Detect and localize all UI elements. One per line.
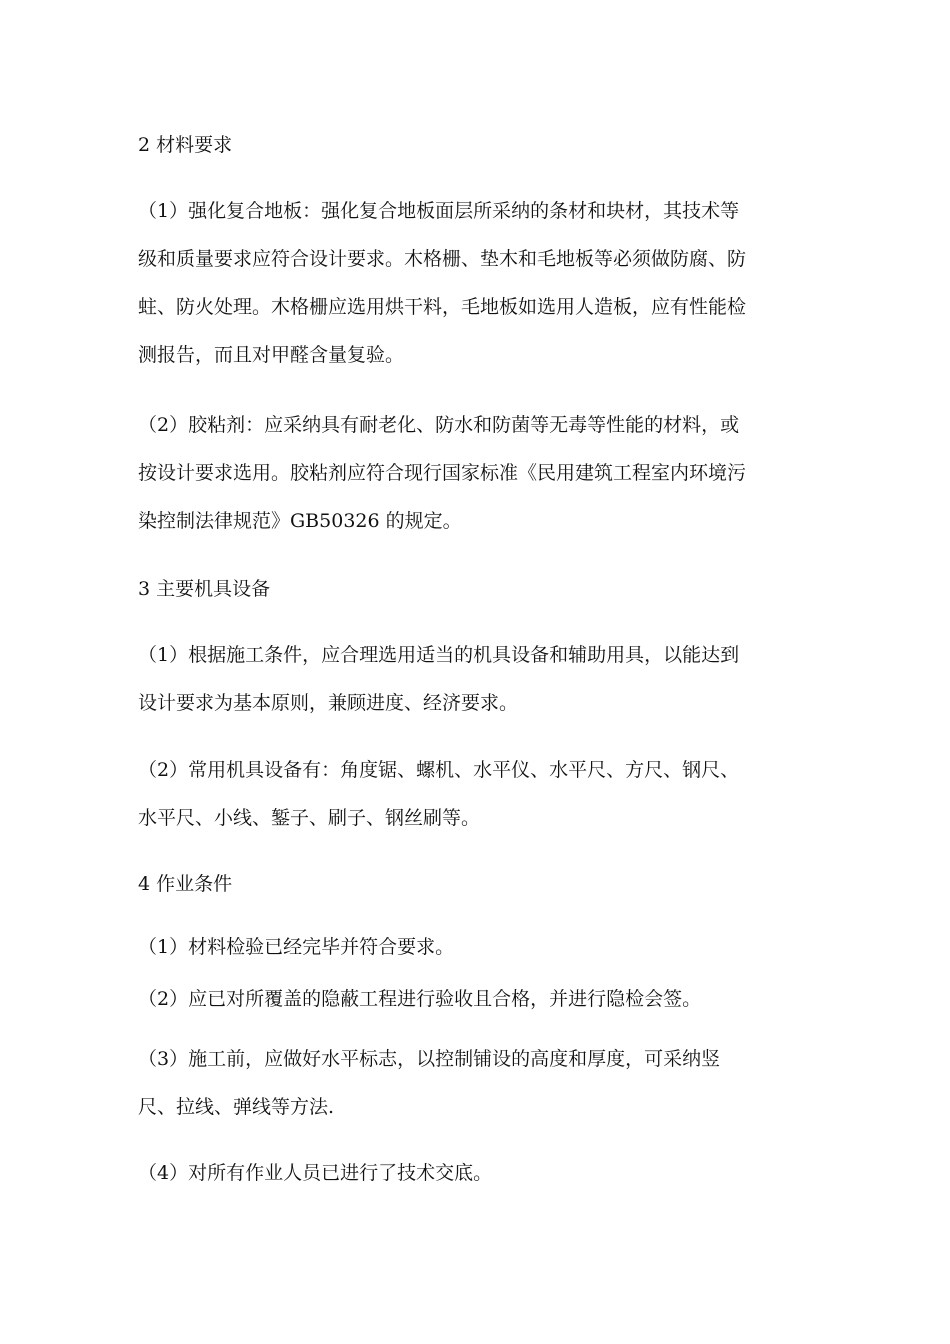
section-heading-materials	[138, 121, 826, 169]
paragraph-line: （4）对所有作业人员已进行了技术交底。	[138, 1162, 493, 1184]
paragraph-line: 水平尺、小线、錾子、刷子、钢丝刷等。	[138, 807, 481, 829]
paragraph-line: 级和质量要求应符合设计要求。木格栅、垫木和毛地板等必须做防腐、防	[138, 248, 747, 270]
paragraph-line: （2）常用机具设备有：角度锯、螺机、水平仪、水平尺、方尺、钢尺、	[138, 759, 740, 781]
paragraph-material-inspection	[138, 923, 826, 971]
heading-text: 2 材料要求	[138, 134, 233, 156]
paragraph-line: （3）施工前，应做好水平标志，以控制铺设的高度和厚度，可采纳竖	[138, 1048, 721, 1070]
paragraph-concealed-works	[138, 975, 826, 1023]
paragraph-line: （2）应已对所覆盖的隐蔽工程进行验收且合格，并进行隐检会签。	[138, 988, 702, 1010]
paragraph-line: 设计要求为基本原则，兼顾进度、经济要求。	[138, 692, 519, 714]
paragraph-laminate-flooring	[138, 187, 826, 379]
paragraph-line: 染控制法律规范》GB50326 的规定。	[138, 510, 462, 532]
paragraph-line: 尺、拉线、弹线等方法.	[138, 1096, 335, 1118]
heading-text: 4 作业条件	[138, 873, 233, 895]
paragraph-line: 测报告，而且对甲醛含量复验。	[138, 344, 405, 366]
paragraph-line: 蛀、防火处理。木格栅应选用烘干料，毛地板如选用人造板，应有性能检	[138, 296, 747, 318]
paragraph-line: （1）根据施工条件，应合理选用适当的机具设备和辅助用具，以能达到	[138, 644, 740, 666]
paragraph-line: （2）胶粘剂：应采纳具有耐老化、防水和防菌等无毒等性能的材料，或	[138, 414, 740, 436]
section-heading-equipment	[138, 565, 826, 613]
paragraph-line: （1）材料检验已经完毕并符合要求。	[138, 936, 455, 958]
paragraph-technical-briefing	[138, 1149, 826, 1197]
paragraph-common-tools	[138, 746, 826, 842]
paragraph-equipment-selection	[138, 631, 826, 727]
paragraph-line: 按设计要求选用。胶粘剂应符合现行国家标准《民用建筑工程室内环境污	[138, 462, 747, 484]
heading-text: 3 主要机具设备	[138, 578, 271, 600]
paragraph-level-marking	[138, 1035, 826, 1131]
paragraph-line: （1）强化复合地板：强化复合地板面层所采纳的条材和块材，其技术等	[138, 200, 740, 222]
section-heading-work-conditions	[138, 860, 826, 908]
paragraph-adhesive	[138, 401, 826, 545]
